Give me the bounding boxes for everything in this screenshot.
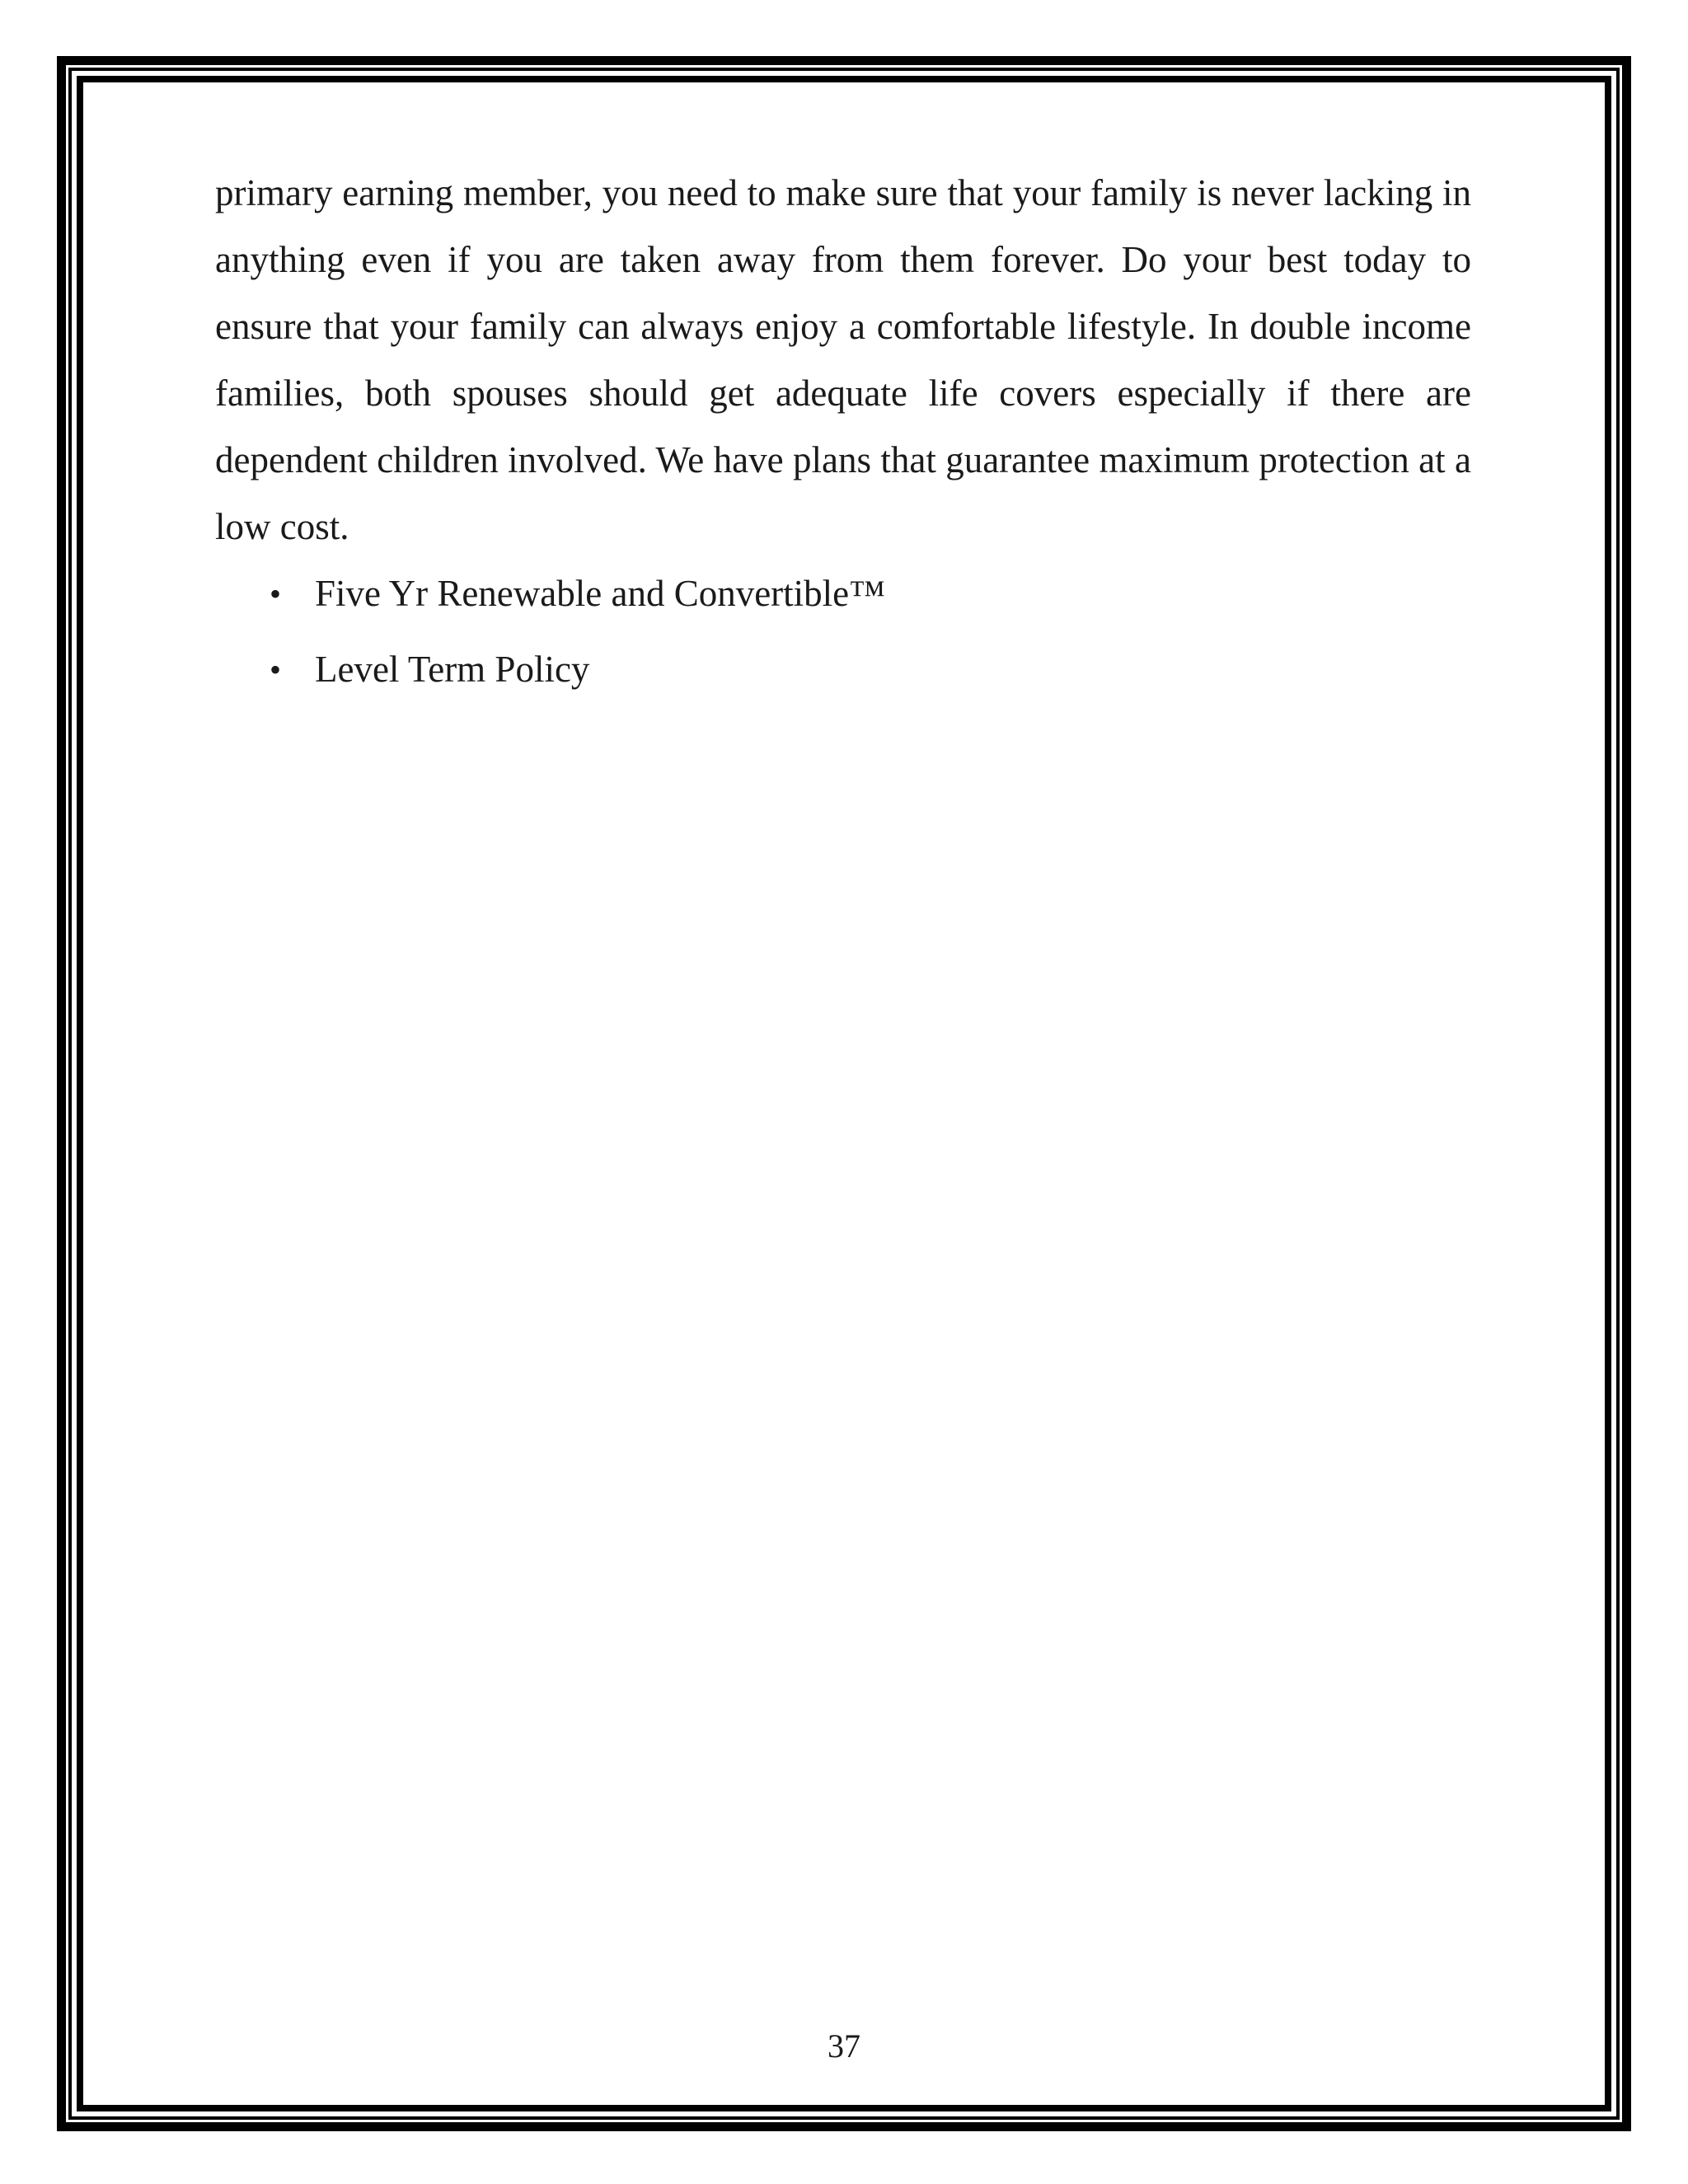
page-content: [215, 160, 1471, 712]
body-paragraph: primary earning member, you need to make sure that your family is never lacking in anything even if you are taken away from them forever. Do your best today to ensure that your family can always enjoy a comfortable lifestyle. In double income families, both spouses should get adequate life covers especially if there are dependent children involved. We have plans that guarantee maximum protection at a low cost.: [215, 172, 1471, 547]
bullet-list: [215, 560, 1471, 712]
bullet-icon: •: [270, 575, 282, 612]
list-item-text: Five Yr Renewable and Convertible™: [315, 573, 886, 614]
bullet-icon: •: [270, 651, 282, 688]
list-item: [215, 636, 1471, 712]
list-item: [215, 560, 1471, 636]
page-number: 37: [828, 2027, 860, 2064]
list-item-text: Level Term Policy: [315, 649, 590, 690]
